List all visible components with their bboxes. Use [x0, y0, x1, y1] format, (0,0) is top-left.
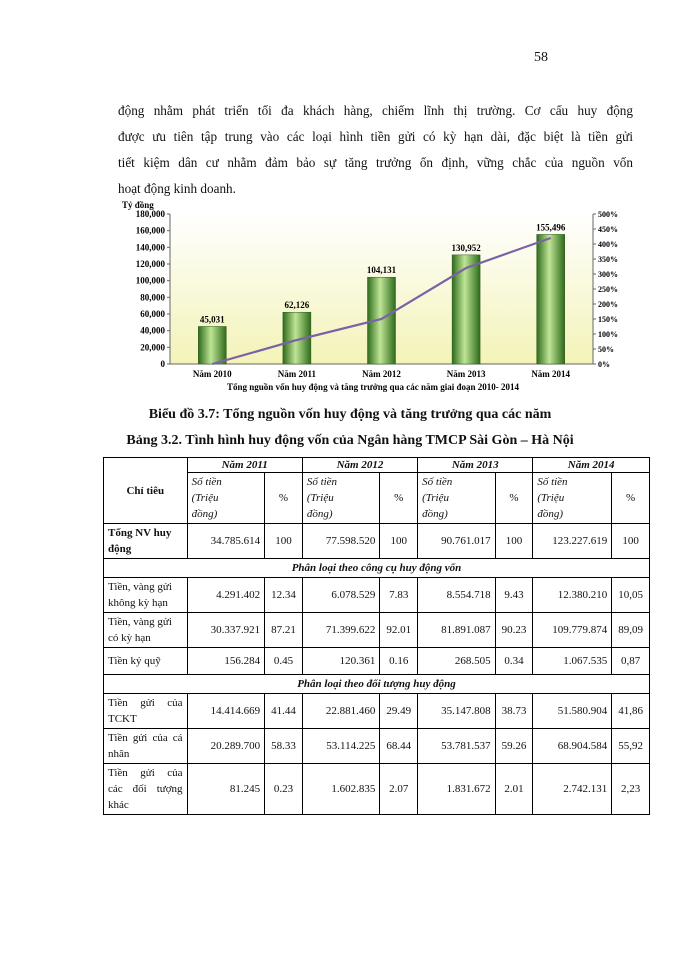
cell-percent: 0.16	[380, 648, 418, 675]
y2-tick-label: 200%	[598, 300, 618, 309]
cell-amount: 53.781.537	[418, 729, 496, 764]
cell-amount: 12.380.210	[533, 578, 612, 613]
y-tick-label: 100,000	[135, 275, 165, 286]
bar	[537, 234, 565, 364]
cell-percent: 2.07	[380, 764, 418, 815]
page-number: 58	[534, 50, 548, 65]
body-paragraph	[118, 98, 633, 202]
section-heading: Phân loại theo đối tượng huy động	[104, 675, 650, 694]
header-percent: %	[495, 473, 533, 524]
cell-percent: 100	[612, 524, 650, 559]
table-row-total	[104, 524, 650, 559]
row-label: Tiền ký quỹ	[104, 648, 188, 675]
table-header-row	[104, 458, 650, 473]
row-label: Tiền gửi của TCKT	[104, 694, 188, 729]
cell-amount: 120.361	[302, 648, 380, 675]
header-amount: Số tiền (Triệu đồng)	[302, 473, 380, 524]
cell-percent: 29.49	[380, 694, 418, 729]
cell-amount: 22.881.460	[302, 694, 380, 729]
y2-tick-label: 250%	[598, 285, 618, 294]
cell-percent: 0.34	[495, 648, 533, 675]
paragraph-line: được ưu tiên tập trung vào các loại hình tiền gửi có kỳ hạn dài, đặc biệt là tiền gửi	[118, 129, 633, 144]
paragraph-line: tiết kiệm dân cư nhằm đảm bảo sự tăng trưởng ổn định, vững chắc của nguồn vốn	[118, 155, 633, 170]
cell-percent: 41,86	[612, 694, 650, 729]
cell-amount: 123.227.619	[533, 524, 612, 559]
cell-amount: 20.289.700	[187, 729, 265, 764]
bar-value-label: 130,952	[451, 242, 481, 253]
y2-tick-label: 150%	[598, 315, 618, 324]
cell-percent: 100	[265, 524, 303, 559]
y-tick-label: 180,000	[135, 209, 165, 219]
cell-percent: 0,87	[612, 648, 650, 675]
y2-tick-label: 100%	[598, 330, 618, 339]
section-row	[104, 559, 650, 578]
cell-amount: 1.602.835	[302, 764, 380, 815]
cell-percent: 89,09	[612, 613, 650, 648]
cell-amount: 109.779.874	[533, 613, 612, 648]
cell-amount: 35.147.808	[418, 694, 496, 729]
header-amount: Số tiền (Triệu đồng)	[418, 473, 496, 524]
y-tick-label: 140,000	[135, 242, 165, 253]
row-label: Tổng NV huy động	[104, 524, 188, 559]
cell-amount: 81.245	[187, 764, 265, 815]
cell-amount: 77.598.520	[302, 524, 380, 559]
y-tick-label: 40,000	[140, 325, 165, 336]
y2-tick-label: 450%	[598, 225, 618, 234]
x-tick-label: Năm 2011	[277, 369, 317, 379]
table-row	[104, 578, 650, 613]
paragraph-line: động nhằm phát triển tối đa khách hàng, chiếm lĩnh thị trường. Cơ cấu huy động	[118, 103, 633, 118]
cell-percent: 38.73	[495, 694, 533, 729]
cell-amount: 6.078.529	[302, 578, 380, 613]
header-amount: Số tiền (Triệu đồng)	[533, 473, 612, 524]
cell-amount: 68.904.584	[533, 729, 612, 764]
section-heading: Phân loại theo công cụ huy động vốn	[104, 559, 650, 578]
bar-value-label: 155,496	[536, 222, 566, 233]
cell-amount: 14.414.669	[187, 694, 265, 729]
section-row	[104, 675, 650, 694]
cell-amount: 4.291.402	[187, 578, 265, 613]
table-caption: Bảng 3.2. Tình hình huy động vốn của Ngân hàng TMCP Sài Gòn – Hà Nội	[126, 433, 574, 448]
cell-amount: 30.337.921	[187, 613, 265, 648]
header-percent: %	[380, 473, 418, 524]
table-row	[104, 648, 650, 675]
y-tick-label: 20,000	[140, 342, 165, 353]
cell-percent: 59.26	[495, 729, 533, 764]
y2-tick-label: 500%	[598, 210, 618, 219]
bar-value-label: 104,131	[366, 265, 397, 276]
row-label: Tiền gửi của các đối tượng khác	[104, 764, 188, 815]
cell-percent: 2,23	[612, 764, 650, 815]
funding-chart	[118, 200, 618, 400]
cell-percent: 41.44	[265, 694, 303, 729]
y-axis-title: Tỷ đồng	[122, 200, 154, 210]
cell-amount: 8.554.718	[418, 578, 496, 613]
y2-tick-label: 300%	[598, 270, 618, 279]
x-axis-title: Tổng nguồn vốn huy động và tăng trưởng qua các năm giai đoạn 2010- 2014	[227, 382, 519, 392]
header-percent: %	[265, 473, 303, 524]
header-year: Năm 2014	[533, 458, 650, 473]
cell-percent: 90.23	[495, 613, 533, 648]
cell-percent: 58.33	[265, 729, 303, 764]
header-indicator: Chỉ tiêu	[104, 458, 188, 524]
x-tick-label: Năm 2010	[192, 369, 232, 379]
table-row	[104, 764, 650, 815]
cell-percent: 55,92	[612, 729, 650, 764]
cell-amount: 156.284	[187, 648, 265, 675]
cell-percent: 12.34	[265, 578, 303, 613]
cell-amount: 71.399.622	[302, 613, 380, 648]
header-year: Năm 2012	[302, 458, 417, 473]
cell-amount: 34.785.614	[187, 524, 265, 559]
cell-percent: 10,05	[612, 578, 650, 613]
figure-caption: Biểu đồ 3.7: Tổng nguồn vốn huy động và tăng trưởng qua các năm	[148, 407, 552, 422]
row-label: Tiền, vàng gửi có kỳ hạn	[104, 613, 188, 648]
paragraph-line: hoạt động kinh doanh.	[118, 181, 236, 196]
cell-amount: 51.580.904	[533, 694, 612, 729]
y-tick-label: 120,000	[135, 259, 165, 269]
cell-percent: 87.21	[265, 613, 303, 648]
bar	[198, 326, 226, 364]
bar-value-label: 45,031	[199, 314, 225, 325]
row-label: Tiền, vàng gửi không kỳ hạn	[104, 578, 188, 613]
cell-percent: 100	[495, 524, 533, 559]
cell-percent: 2.01	[495, 764, 533, 815]
y-tick-label: 60,000	[140, 309, 165, 319]
cell-percent: 92.01	[380, 613, 418, 648]
funding-table	[103, 457, 650, 815]
cell-amount: 268.505	[418, 648, 496, 675]
table-row	[104, 613, 650, 648]
cell-amount: 81.891.087	[418, 613, 496, 648]
y2-tick-label: 400%	[598, 240, 618, 249]
x-tick-label: Năm 2013	[446, 369, 486, 379]
cell-amount: 2.742.131	[533, 764, 612, 815]
cell-percent: 0.45	[265, 648, 303, 675]
x-tick-label: Năm 2012	[362, 369, 401, 379]
y2-tick-label: 350%	[598, 255, 618, 264]
header-amount: Số tiền (Triệu đồng)	[187, 473, 265, 524]
cell-amount: 90.761.017	[418, 524, 496, 559]
bar	[452, 255, 480, 364]
header-year: Năm 2011	[187, 458, 302, 473]
y-tick-label: 0	[160, 359, 165, 369]
header-year: Năm 2013	[418, 458, 533, 473]
cell-amount: 1.831.672	[418, 764, 496, 815]
cell-percent: 7.83	[380, 578, 418, 613]
cell-amount: 53.114.225	[302, 729, 380, 764]
table-row	[104, 729, 650, 764]
row-label: Tiền gửi của cá nhân	[104, 729, 188, 764]
table-row	[104, 694, 650, 729]
x-tick-label: Năm 2014	[531, 369, 571, 379]
cell-amount: 1.067.535	[533, 648, 612, 675]
header-percent: %	[612, 473, 650, 524]
cell-percent: 0.23	[265, 764, 303, 815]
bar-value-label: 62,126	[284, 300, 310, 311]
cell-percent: 100	[380, 524, 418, 559]
y-tick-label: 160,000	[135, 225, 165, 236]
y2-tick-label: 50%	[598, 345, 614, 354]
y-tick-label: 80,000	[140, 292, 165, 303]
cell-percent: 9.43	[495, 578, 533, 613]
cell-percent: 68.44	[380, 729, 418, 764]
y2-tick-label: 0%	[598, 360, 610, 369]
